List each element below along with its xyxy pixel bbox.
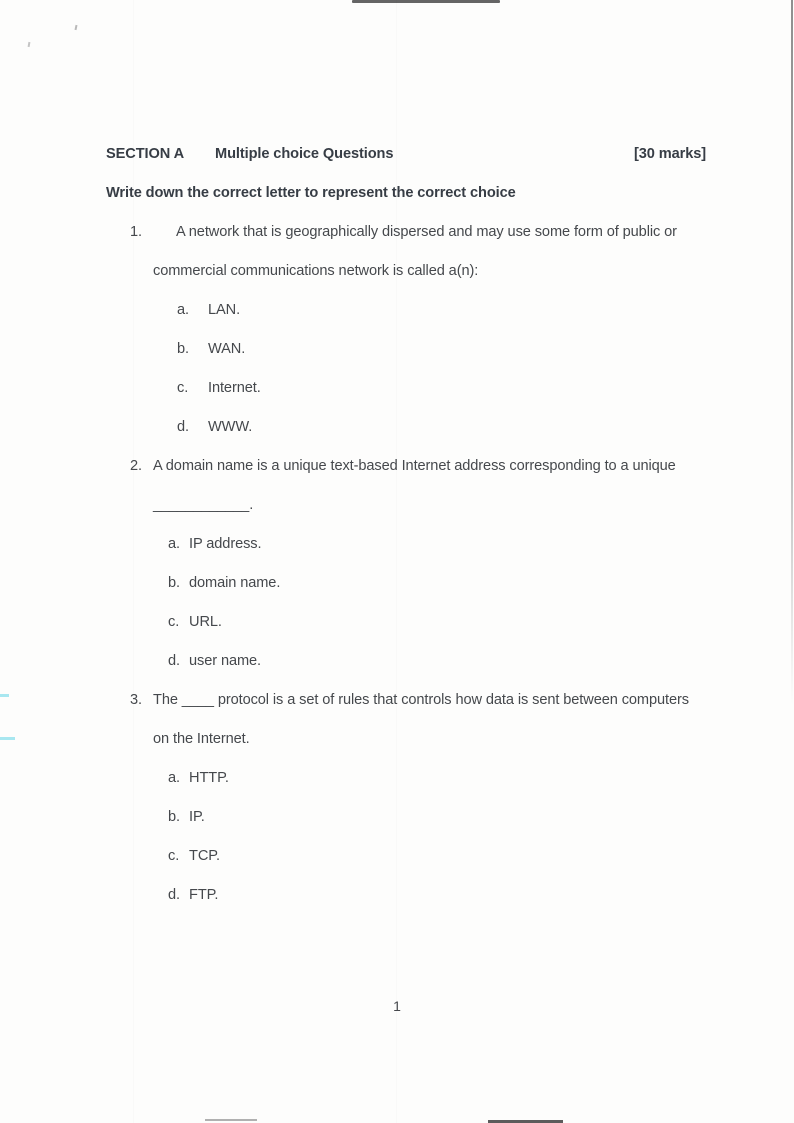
option-letter: d. (168, 653, 180, 669)
option-text: FTP. (189, 887, 219, 903)
scan-artifact-right-edge-line (791, 0, 793, 705)
question-1-option-b (106, 341, 706, 380)
option-text: URL. (189, 614, 222, 630)
question-2-option-b (106, 575, 706, 614)
question-3 (106, 692, 706, 731)
question-number: 3. (130, 692, 142, 708)
question-text: A domain name is a unique text-based Internet address corresponding to a unique (153, 458, 676, 474)
question-1-option-a (106, 302, 706, 341)
question-text: The ____ protocol is a set of rules that controls how data is sent between computers (153, 692, 689, 708)
question-2-option-d (106, 653, 706, 692)
option-letter: d. (168, 887, 180, 903)
question-3-option-c (106, 848, 706, 887)
question-1-continuation: commercial communications network is called a(n): (153, 263, 479, 279)
instruction-text: Write down the correct letter to represent the correct choice (106, 185, 516, 201)
option-letter: a. (168, 770, 180, 786)
option-text: WWW. (208, 419, 253, 435)
section-header-left (106, 146, 393, 162)
option-letter: b. (168, 575, 180, 591)
option-letter: c. (168, 614, 180, 630)
option-letter: b. (168, 809, 180, 825)
question-3-option-d (106, 887, 706, 926)
scan-artifact-speck (75, 25, 78, 30)
question-2-option-c (106, 614, 706, 653)
option-text: LAN. (208, 302, 241, 318)
option-letter: a. (177, 302, 189, 318)
scan-artifact-bottom-line (205, 1119, 257, 1121)
option-text: Internet. (208, 380, 261, 396)
question-1 (106, 224, 706, 263)
option-letter: d. (177, 419, 189, 435)
option-letter: a. (168, 536, 180, 552)
option-text: WAN. (208, 341, 246, 357)
section-title: Multiple choice Questions (215, 146, 394, 162)
option-text: IP. (189, 809, 205, 825)
section-label: SECTION A (106, 146, 185, 162)
option-text: HTTP. (189, 770, 229, 786)
question-text: A network that is geographically dispersed and may use some form of public or (176, 224, 677, 240)
question-2-blank-line: ____________. (153, 497, 254, 513)
option-text: user name. (189, 653, 262, 669)
page-number: 1 (393, 998, 401, 1014)
question-number: 1. (130, 224, 142, 240)
question-3-option-b (106, 809, 706, 848)
section-header (106, 146, 706, 185)
marks-label: [30 marks] (633, 146, 706, 162)
question-2 (106, 458, 706, 497)
scan-artifact-cyan-dash (0, 694, 9, 697)
document-body (106, 146, 706, 926)
question-number: 2. (130, 458, 142, 474)
question-1-option-d (106, 419, 706, 458)
question-3-continuation: on the Internet. (153, 731, 250, 747)
scan-artifact-top-strip (352, 0, 500, 3)
scan-artifact-cyan-dash (0, 737, 15, 740)
question-3-option-a (106, 770, 706, 809)
option-letter: c. (168, 848, 180, 864)
option-letter: c. (177, 380, 189, 396)
option-text: TCP. (189, 848, 220, 864)
option-text: domain name. (189, 575, 281, 591)
question-2-option-a (106, 536, 706, 575)
scan-artifact-speck (28, 42, 31, 47)
option-letter: b. (177, 341, 189, 357)
question-1-option-c (106, 380, 706, 419)
option-text: IP address. (189, 536, 262, 552)
